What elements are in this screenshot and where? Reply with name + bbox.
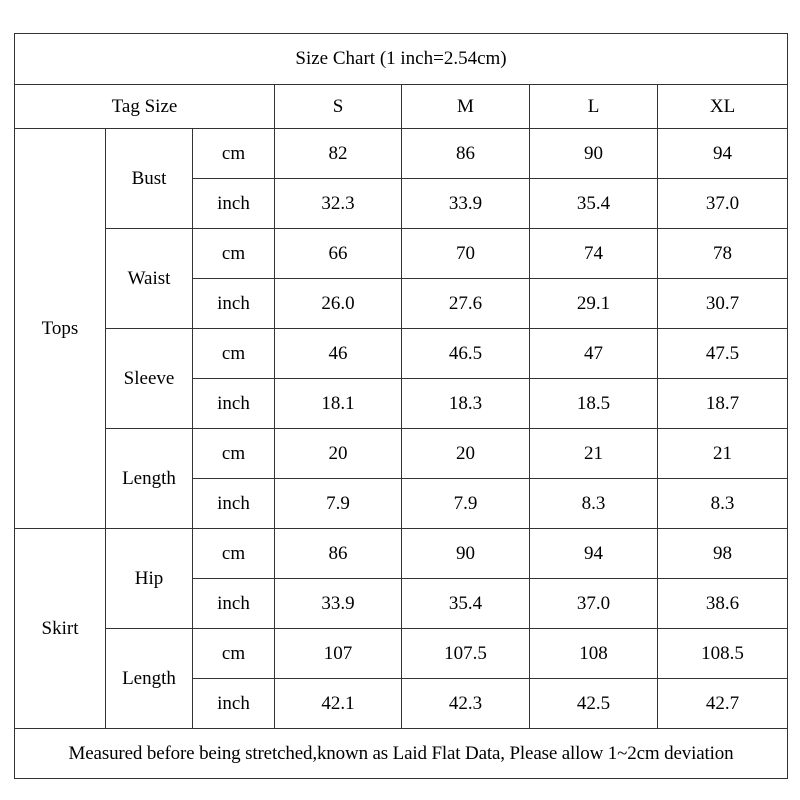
unit-label: inch [193,479,275,529]
value-cell-l: 37.0 [530,579,658,629]
size-header-s: S [275,85,402,129]
unit-label: cm [193,529,275,579]
table-row [15,329,788,379]
size-header-m: M [402,85,530,129]
value-cell-s: 33.9 [275,579,402,629]
measurement-label: Sleeve [106,329,193,429]
value-cell-m: 46.5 [402,329,530,379]
value-cell-xl: 30.7 [658,279,788,329]
measurement-label: Waist [106,229,193,329]
unit-label: cm [193,129,275,179]
value-cell-xl: 78 [658,229,788,279]
section-label: Tops [15,129,106,529]
value-cell-l: 21 [530,429,658,479]
value-cell-l: 42.5 [530,679,658,729]
table-row [15,129,788,179]
value-cell-m: 20 [402,429,530,479]
unit-label: inch [193,379,275,429]
note-row [15,729,788,779]
value-cell-l: 90 [530,129,658,179]
value-cell-l: 8.3 [530,479,658,529]
value-cell-xl: 37.0 [658,179,788,229]
table-row [15,629,788,679]
value-cell-m: 7.9 [402,479,530,529]
value-cell-xl: 98 [658,529,788,579]
value-cell-s: 46 [275,329,402,379]
value-cell-l: 74 [530,229,658,279]
value-cell-xl: 38.6 [658,579,788,629]
unit-label: cm [193,329,275,379]
value-cell-s: 18.1 [275,379,402,429]
value-cell-xl: 108.5 [658,629,788,679]
value-cell-m: 107.5 [402,629,530,679]
value-cell-s: 66 [275,229,402,279]
unit-label: inch [193,679,275,729]
value-cell-xl: 21 [658,429,788,479]
table-row [15,529,788,579]
value-cell-xl: 42.7 [658,679,788,729]
value-cell-xl: 94 [658,129,788,179]
size-header-xl: XL [658,85,788,129]
value-cell-m: 90 [402,529,530,579]
value-cell-m: 27.6 [402,279,530,329]
value-cell-l: 108 [530,629,658,679]
value-cell-m: 33.9 [402,179,530,229]
value-cell-l: 94 [530,529,658,579]
size-header-l: L [530,85,658,129]
value-cell-l: 29.1 [530,279,658,329]
size-chart-table [14,33,788,779]
chart-title: Size Chart (1 inch=2.54cm) [15,34,788,85]
tag-size-label: Tag Size [15,85,275,129]
unit-label: inch [193,179,275,229]
measurement-label: Bust [106,129,193,229]
value-cell-s: 20 [275,429,402,479]
unit-label: inch [193,279,275,329]
measurement-label: Hip [106,529,193,629]
value-cell-xl: 18.7 [658,379,788,429]
value-cell-m: 70 [402,229,530,279]
unit-label: cm [193,429,275,479]
value-cell-m: 86 [402,129,530,179]
value-cell-s: 26.0 [275,279,402,329]
value-cell-m: 35.4 [402,579,530,629]
value-cell-l: 35.4 [530,179,658,229]
value-cell-s: 7.9 [275,479,402,529]
value-cell-xl: 8.3 [658,479,788,529]
value-cell-l: 47 [530,329,658,379]
unit-label: cm [193,629,275,679]
section-label: Skirt [15,529,106,729]
size-header-row [15,85,788,129]
unit-label: inch [193,579,275,629]
value-cell-s: 107 [275,629,402,679]
table-row [15,229,788,279]
value-cell-m: 18.3 [402,379,530,429]
table-row [15,429,788,479]
deviation-note: Measured before being stretched,known as Laid Flat Data, Please allow 1~2cm deviation [15,729,788,779]
value-cell-s: 86 [275,529,402,579]
value-cell-m: 42.3 [402,679,530,729]
value-cell-s: 82 [275,129,402,179]
value-cell-s: 42.1 [275,679,402,729]
value-cell-l: 18.5 [530,379,658,429]
value-cell-xl: 47.5 [658,329,788,379]
unit-label: cm [193,229,275,279]
measurement-label: Length [106,629,193,729]
value-cell-s: 32.3 [275,179,402,229]
measurement-label: Length [106,429,193,529]
title-row [15,34,788,85]
